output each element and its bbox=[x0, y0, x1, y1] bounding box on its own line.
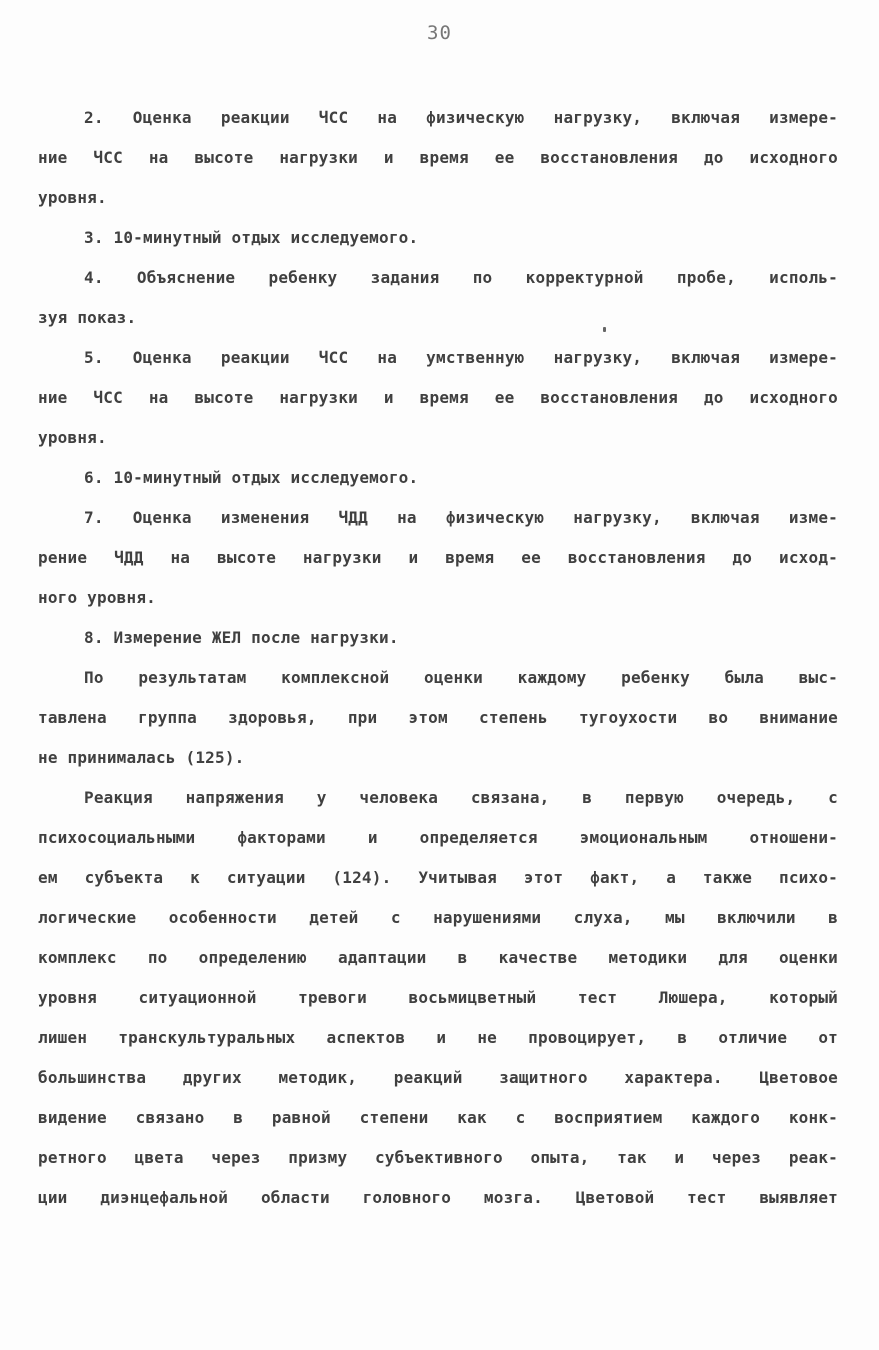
text-line: видение связано в равной степени как с восприятием каждого конк- bbox=[38, 1108, 838, 1127]
text-line: 2. Оценка реакции ЧСС на физическую нагрузку, включая измере- bbox=[84, 108, 838, 127]
text-line: уровня. bbox=[38, 428, 107, 447]
text-line: ного уровня. bbox=[38, 588, 156, 607]
text-line: лишен транскультуральных аспектов и не провоцирует, в отличие от bbox=[38, 1028, 838, 1047]
text-line: большинства других методик, реакций защитного характера. Цветовое bbox=[38, 1068, 838, 1087]
text-line: По результатам комплексной оценки каждому ребенку была выс- bbox=[84, 668, 838, 687]
text-line: 5. Оценка реакции ЧСС на умственную нагрузку, включая измере- bbox=[84, 348, 838, 367]
text-line: 8. Измерение ЖЕЛ после нагрузки. bbox=[84, 628, 399, 647]
text-line: ем субъекта к ситуации (124). Учитывая этот факт, а также психо- bbox=[38, 868, 838, 887]
text-line: рение ЧДД на высоте нагрузки и время ее восстановления до исход- bbox=[38, 548, 838, 567]
text-line: комплекс по определению адаптации в качестве методики для оценки bbox=[38, 948, 838, 967]
text-line: зуя показ. bbox=[38, 308, 137, 327]
text-line: ретного цвета через призму субъективного опыта, так и через реак- bbox=[38, 1148, 838, 1167]
body-text bbox=[38, 98, 838, 1218]
text-line: логические особенности детей с нарушениями слуха, мы включили в bbox=[38, 908, 838, 927]
text-line: 6. 10-минутный отдых исследуемого. bbox=[84, 468, 419, 487]
text-line: тавлена группа здоровья, при этом степень тугоухости во внимание bbox=[38, 708, 838, 727]
page-number: 30 bbox=[427, 22, 452, 44]
text-line: 3. 10-минутный отдых исследуемого. bbox=[84, 228, 419, 247]
text-line: ние ЧСС на высоте нагрузки и время ее восстановления до исходного bbox=[38, 148, 838, 167]
text-line: уровня. bbox=[38, 188, 107, 207]
text-line: 7. Оценка изменения ЧДД на физическую нагрузку, включая изме- bbox=[84, 508, 838, 527]
text-line: уровня ситуационной тревоги восьмицветный тест Люшера, который bbox=[38, 988, 838, 1007]
text-line: Реакция напряжения у человека связана, в первую очередь, с bbox=[84, 788, 838, 807]
text-line: ние ЧСС на высоте нагрузки и время ее восстановления до исходного bbox=[38, 388, 838, 407]
text-line: не принималась (125). bbox=[38, 748, 245, 767]
text-line: психосоциальными факторами и определяется эмоциональным отношени- bbox=[38, 828, 838, 847]
text-line: 4. Объяснение ребенку задания по корректурной пробе, исполь- bbox=[84, 268, 838, 287]
text-line: ции диэнцефальной области головного мозга. Цветовой тест выявляет bbox=[38, 1188, 838, 1207]
